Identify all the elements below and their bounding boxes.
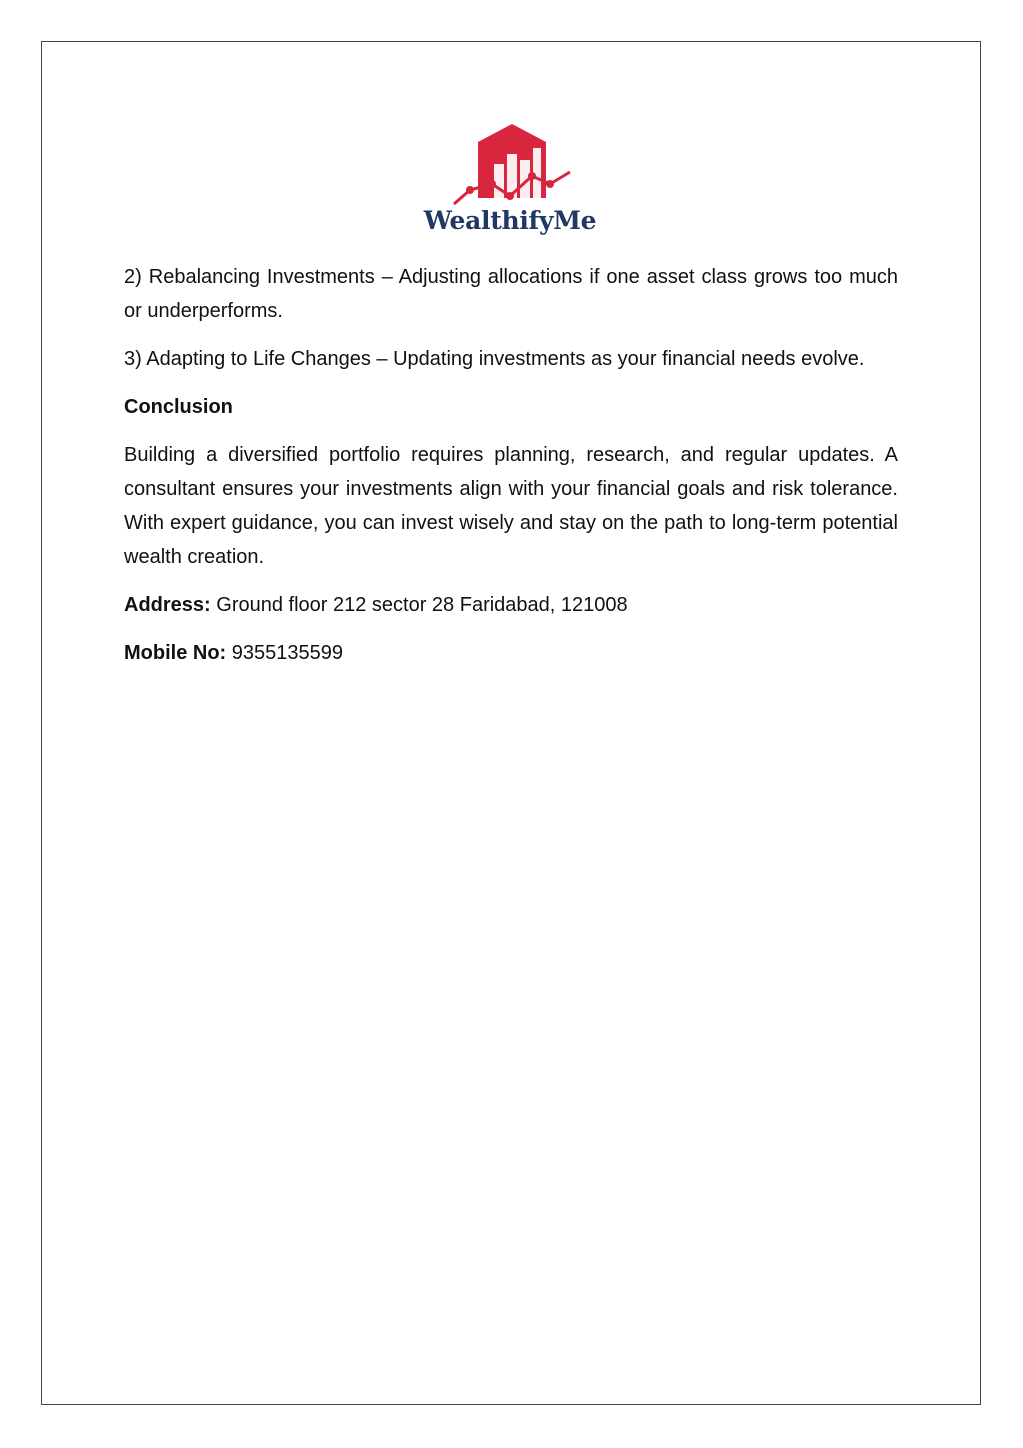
mobile-value: 9355135599: [226, 642, 344, 664]
paragraph-life-changes: 3) Adapting to Life Changes – Updating investments as your financial needs evolve.: [124, 348, 865, 370]
brand-name: WealthifyMe: [423, 206, 597, 235]
mobile-line: [124, 636, 898, 670]
address-value: Ground floor 212 sector 28 Faridabad, 121008: [210, 594, 628, 616]
address-line: [124, 588, 898, 622]
chart-house-icon: [410, 118, 610, 210]
document-body: [124, 260, 898, 684]
conclusion-body: Building a diversified portfolio requires planning, research, and regular updates. A consultant ensures your investments align with your financial goals and risk tolerance. With expert guidance, you can invest wisely and stay on the path to long-term potential wealth creation.: [124, 444, 898, 568]
brand-logo: [410, 118, 610, 246]
address-label: Address:: [124, 594, 211, 616]
paragraph-rebalancing: 2) Rebalancing Investments – Adjusting allocations if one asset class grows too much or underperforms.: [124, 266, 898, 322]
mobile-label: Mobile No:: [124, 642, 227, 664]
conclusion-heading: Conclusion: [124, 396, 233, 418]
